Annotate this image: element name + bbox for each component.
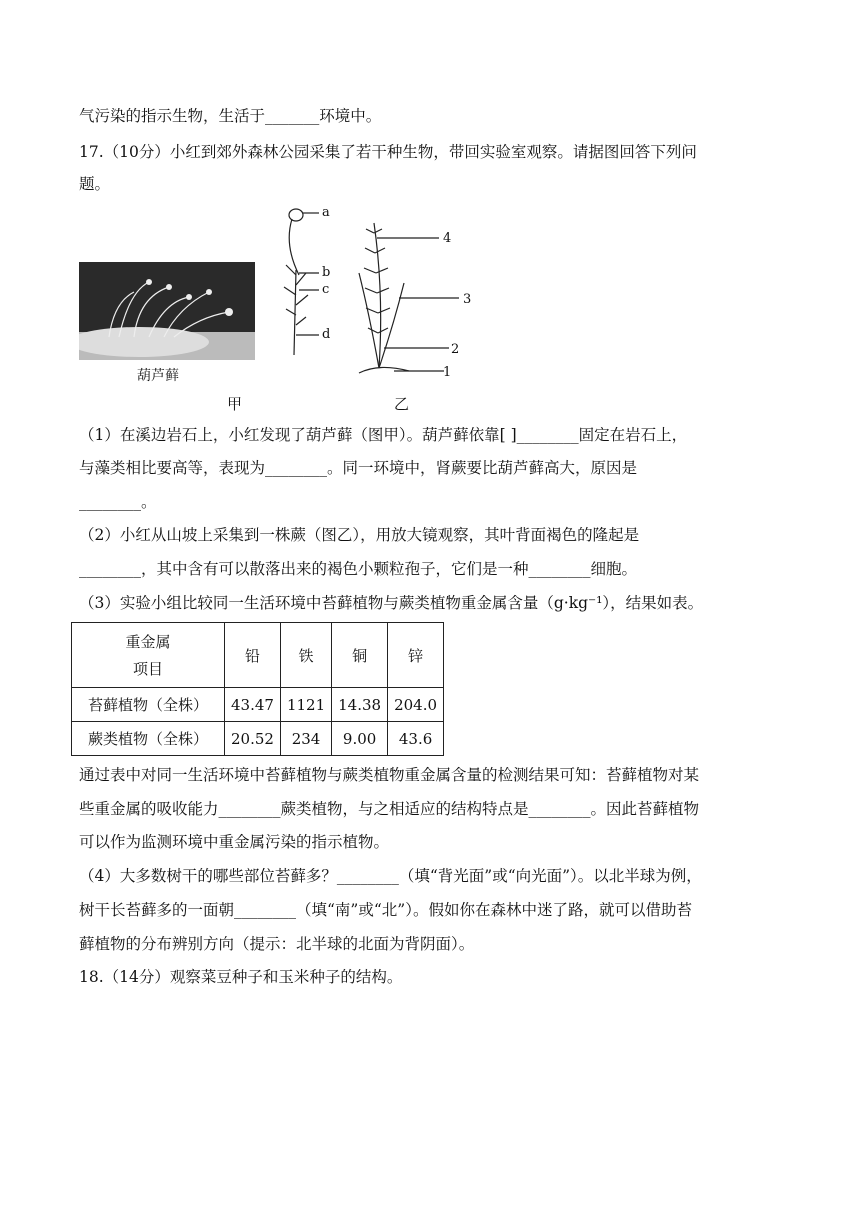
sub-question-1-cont: 与藻类相比要高等，表现为________。同一环境中，肾蕨要比葫芦藓高大，原因是 (79, 459, 638, 477)
fern-label-3: 3 (463, 292, 472, 307)
row-label: 蕨类植物（全株） (72, 722, 225, 756)
photo-caption: 葫芦藓 (137, 368, 179, 384)
heavy-metal-table (71, 622, 444, 756)
col-header: 锌 (388, 623, 444, 688)
moss-diagram (274, 205, 354, 365)
conclusion-1: 通过表中对同一生活环境中苔藓植物与蕨类植物重金属含量的检测结果可知：苔藓植物对某 (79, 766, 700, 784)
sub-question-4: （4）大多数树干的哪些部位苔藓多？________（填“背光面”或“向光面”）。以北半球为例， (79, 867, 702, 885)
header-top: 重金属 (125, 633, 171, 651)
sub-question-4-end: 藓植物的分布辨别方向（提示：北半球的北面为背阴面）。 (79, 935, 475, 953)
col-header: 铁 (280, 623, 331, 688)
cell: 9.00 (332, 722, 388, 756)
line-0: 气污染的指示生物，生活于_______环境中。 (79, 107, 382, 125)
cell: 14.38 (332, 688, 388, 722)
sub-question-4-cont: 树干长苔藓多的一面朝________（填“南”或“北”）。假如你在森林中迷了路，就可以借助苔 (79, 901, 692, 919)
question-17-stem-cont: 题。 (79, 175, 111, 193)
question-17-stem: 17.（10分）小红到郊外森林公园采集了若干种生物，带回实验室观察。请据图回答下列问 (79, 143, 697, 161)
conclusion-2: 些重金属的吸收能力________蕨类植物，与之相适应的结构特点是________。因此苔藓植物 (79, 800, 700, 818)
moss-label-a: a (322, 205, 330, 220)
conclusion-3: 可以作为监测环境中重金属污染的指示植物。 (79, 833, 390, 851)
cell: 43.6 (388, 722, 444, 756)
moss-photo (79, 262, 255, 360)
fern-label-4: 4 (443, 231, 452, 246)
moss-label-c: c (322, 282, 330, 297)
row-label: 苔藓植物（全株） (72, 688, 225, 722)
sub-question-3: （3）实验小组比较同一生活环境中苔藓植物与蕨类植物重金属含量（g·kg⁻¹），结果如表。 (79, 594, 704, 612)
fern-diagram (349, 213, 499, 383)
question-18: 18.（14分）观察菜豆种子和玉米种子的结构。 (79, 968, 403, 986)
sub-question-1-blank: ________。 (79, 493, 157, 511)
fern-label-1: 1 (443, 365, 452, 380)
cell: 204.0 (388, 688, 444, 722)
cell: 20.52 (225, 722, 281, 756)
sub-question-1: （1）在溪边岩石上，小红发现了葫芦藓（图甲）。葫芦藓依靠[ ]________固定在岩石上， (79, 426, 688, 444)
cell: 43.47 (225, 688, 281, 722)
cell: 1121 (280, 688, 331, 722)
moss-label-b: b (322, 265, 331, 280)
table-row (72, 722, 444, 756)
header-bottom: 项目 (132, 660, 163, 678)
cell: 234 (280, 722, 331, 756)
sub-question-2-cont: ________，其中含有可以散落出来的褐色小颗粒孢子，它们是一种________细胞。 (79, 560, 638, 578)
table-row (72, 688, 444, 722)
label-jia: 甲 (227, 395, 243, 413)
moss-photo-image (79, 262, 255, 360)
sub-question-2: （2）小红从山坡上采集到一株蕨（图乙），用放大镜观察，其叶背面褐色的隆起是 (79, 526, 640, 544)
col-header: 铜 (332, 623, 388, 688)
figure (79, 205, 499, 415)
label-yi: 乙 (394, 395, 410, 413)
moss-label-d: d (322, 327, 331, 342)
fern-label-2: 2 (451, 342, 460, 357)
col-header: 铅 (225, 623, 281, 688)
table-corner-header (72, 623, 225, 688)
